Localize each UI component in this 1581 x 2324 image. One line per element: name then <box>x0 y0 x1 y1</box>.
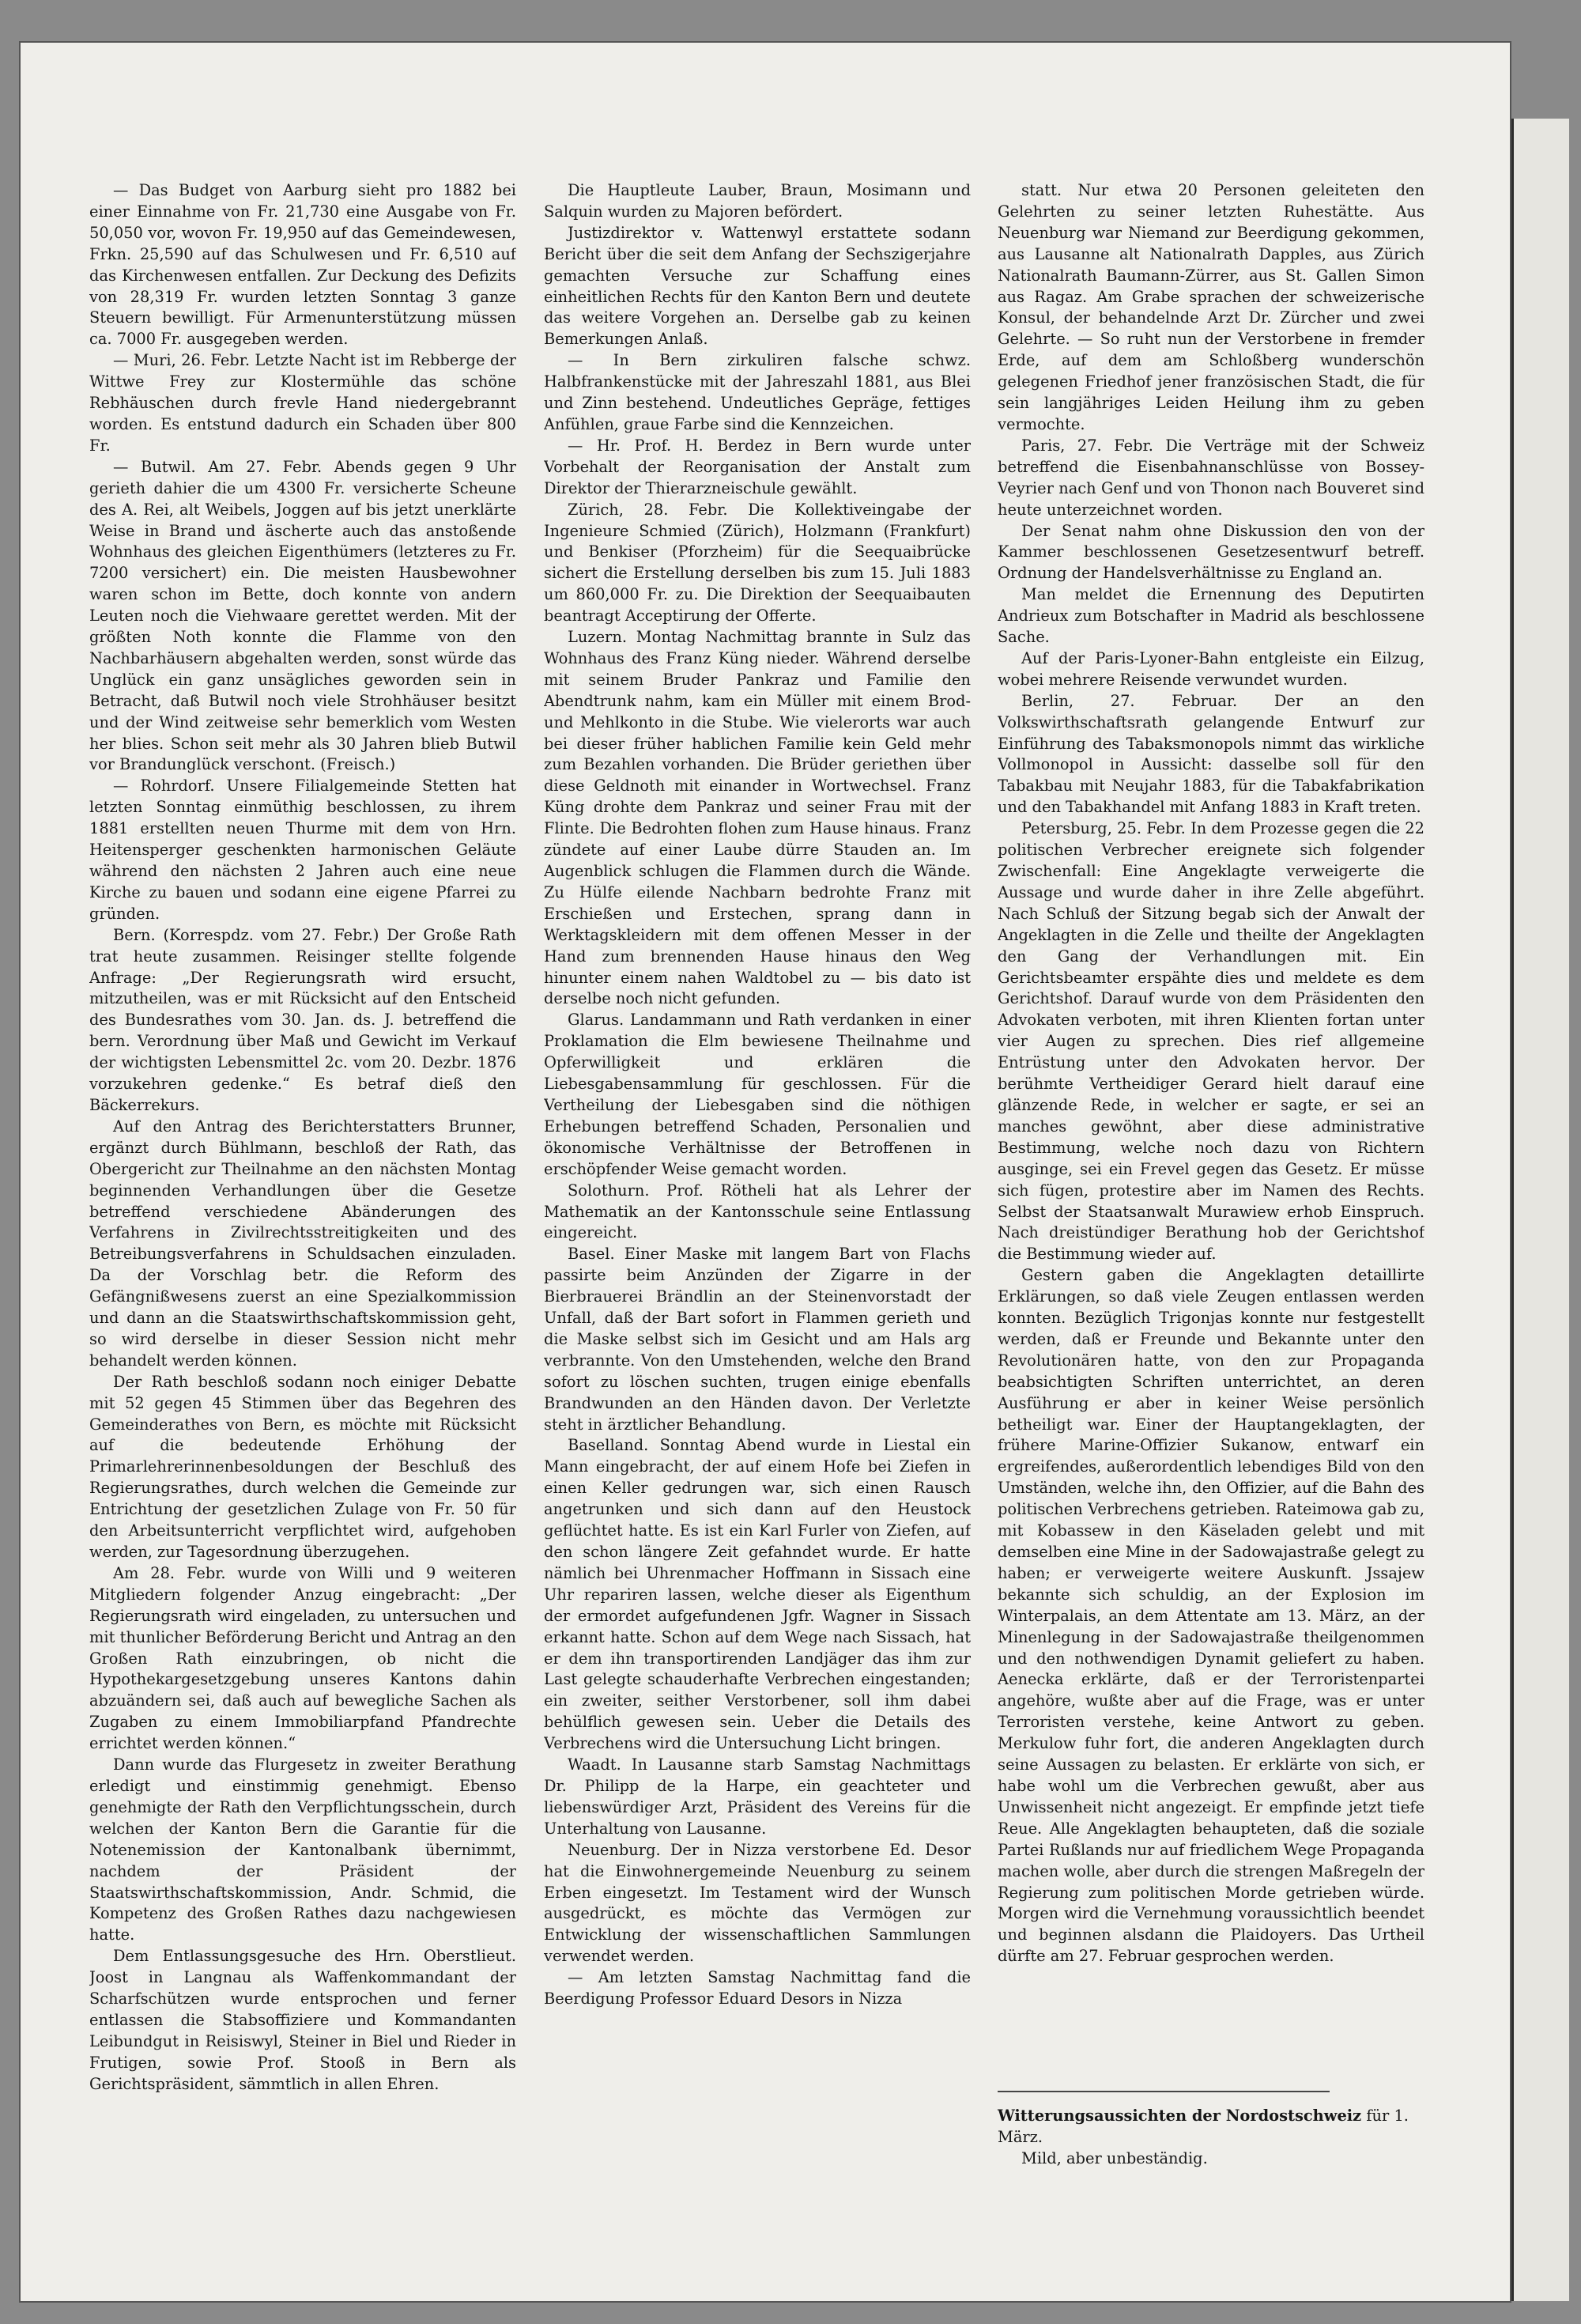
article: Dem Entlassungsgesuche des Hrn. Oberstlieut. Joost in Langnau als Waffenkommandant der Scharfschützen wurde entsprochen und ferner entlassen die Stabsoffiziere und Kommandanten Leibundgut in Reisiswyl, Steiner in Biel und Rieder in Frutigen, sowie Prof. Stooß in Bern als Gerichtspräsident, sämmtlich in allen Ehren. <box>89 1947 516 2093</box>
article: Auf den Antrag des Berichterstatters Brunner, ergänzt durch Bühlmann, beschloß der Rath, das Obergericht zur Theilnahme an den nächsten Montag beginnenden Verhandlungen über die Gesetze betreffend verschiedene Abänderungen des Verfahrens in Zivilrechtsstreitigkeiten und des Betreibungsverfahrens in Schuldsachen einzuladen. Da der Vorschlag betr. die Reform des Gefängnißwesens zuerst an eine Spezialkommission und dann an die Staatswirthschaftskommission geht, so wird derselbe in dieser Session nicht mehr behandelt werden können. <box>89 1117 516 1370</box>
article: statt. Nur etwa 20 Personen geleiteten den Gelehrten zu seiner letzten Ruhestätte. Aus Neuenburg war Niemand zur Beerdigung gekommen, aus Lausanne alt Nationalrath Dapples, aus Zürich Nationalrath Baumann-Zürrer, aus St. Gallen Simon aus Ragaz. Am Grabe sprachen der schweizerische Konsul, der behandelnde Arzt Dr. Zürcher und zwei Gelehrte. — So ruht nun der Verstorbene in fremder Erde, auf dem am Schloßberg wunderschön gelegenen Friedhof jener französischen Stadt, die für sein langjähriges Leiden Heilung ihm zu geben vermochte. <box>998 181 1424 433</box>
article: Waadt. In Lausanne starb Samstag Nachmittags Dr. Philipp de la Harpe, ein geachteter und liebenswürdiger Arzt, Präsident des Vereins für die Unterhaltung von Lausanne. <box>544 1755 971 1838</box>
article: Neuenburg. Der in Nizza verstorbene Ed. Desor hat die Einwohnergemeinde Neuenburg zu seinem Erben eingesetzt. Im Testament wird der Wunsch ausgedrückt, es möchte das Vermögen zur Entwicklung der wissenschaftlichen Sammlungen verwendet werden. <box>544 1840 971 1966</box>
column-2 <box>544 180 971 2102</box>
article: Man meldet die Ernennung des Deputirten Andrieux zum Botschafter in Madrid als beschlossene Sache. <box>998 585 1424 647</box>
weather-label: Witterungsaussichten der Nordostschweiz <box>998 2107 1362 2125</box>
article: Paris, 27. Febr. Die Verträge mit der Schweiz betreffend die Eisenbahnanschlüsse von Bossey-Veyrier nach Genf und von Thonon nach Bouveret sind heute unterzeichnet worden. <box>998 436 1424 519</box>
article: Petersburg, 25. Febr. In dem Prozesse gegen die 22 politischen Verbrecher ereignete sich folgender Zwischenfall: Eine Angeklagte verweigerte die Aussage und wurde daher in ihre Zelle abgeführt. Nach Schluß der Sitzung begab sich der Anwalt der Angeklagten in die Zelle und theilte der Angeklagten den Gang der Verhandlungen mit. Ein Gerichtsbeamter erspähte dies und meldete es dem Gerichtshof. Darauf wurde von dem Präsidenten den Advokaten verboten, mit ihren Klienten fortan unter vier Augen zu sprechen. Dies rief allgemeine Entrüstung unter den Advokaten hervor. Der berühmte Vertheidiger Gerard hielt darauf eine glänzende Rede, in welcher er sagte, er sei an manches gewöhnt, aber diese administrative Bestimmung, welche noch dazu von Richtern ausginge, sei ein Frevel gegen das Gesetz. Er müsse sich fügen, protestire aber im Namen des Rechts. Selbst der Staatsanwalt Murawiew erhob Einspruch. Nach dreistündiger Berathung hob der Gerichtshof die Bestimmung wieder auf. <box>998 819 1424 1264</box>
footer-rule <box>998 2091 1330 2092</box>
article: — Butwil. Am 27. Febr. Abends gegen 9 Uhr gerieth dahier die um 4300 Fr. versicherte Scheune des A. Rei, alt Weibels, Joggen auf bis jetzt unerklärte Weise in Brand und äscherte auch das anstoßende Wohnhaus des gleichen Eigenthümers (letzteres zu Fr. 7200 versichert) ein. Die meisten Hausbewohner waren schon im Bette, doch konnte von andern Leuten noch die Viehwaare gerettet werden. Mit der größten Noth konnte die Flamme von den Nachbarhäusern abgehalten werden, sonst würde das Unglück ein ganz unsägliches geworden sein in Betracht, daß Butwil noch viele Strohhäuser besitzt und der Wind zeitweise sehr bemerklich vom Westen her blies. Schon seit mehr als 30 Jahren blieb Butwil vor Brandunglück verschont. (Freisch.) <box>89 457 516 774</box>
article: Solothurn. Prof. Rötheli hat als Lehrer der Mathematik an der Kantonsschule seine Entlassung eingereicht. <box>544 1181 971 1242</box>
article: Baselland. Sonntag Abend wurde in Liestal ein Mann eingebracht, der auf einem Hofe bei Ziefen in einen Keller gedrungen war, sich einen Rausch angetrunken und sich dann auf den Heustock geflüchtet hatte. Es ist ein Karl Furler von Ziefen, auf den schon längere Zeit gefahndet wurde. Er hatte nämlich bei Uhrenmacher Hoffmann in Sissach eine Uhr repariren lassen, welche dieser als Eigenthum der ermordet aufgefundenen Jgfr. Wagner in Sissach erkannt hatte. Schon auf dem Wege nach Sissach, hat er dem ihn transportirenden Landjäger das ihm zur Last gelegte schauderhafte Verbrechen eingestanden; ein zweiter, seither Verstorbener, soll ihm dabei behülflich gewesen sein. Ueber die Details des Verbrechens wird die Untersuchung Licht bringen. <box>544 1436 971 1753</box>
article: Der Senat nahm ohne Diskussion den von der Kammer beschlossenen Gesetzesentwurf betreff. Ordnung der Handelsverhältnisse zu England an. <box>998 521 1424 583</box>
article: Dann wurde das Flurgesetz in zweiter Berathung erledigt und einstimmig genehmigt. Ebenso genehmigte der Rath den Verpflichtungsschein, durch welchen der Kanton Bern die Garantie für die Notenemission der Kantonalbank übernimmt, nachdem der Präsident der Staatswirthschaftskommission, Andr. Schmid, die Kompetenz des Großen Rathes dazu nachgewiesen hatte. <box>89 1755 516 1944</box>
adjacent-page-edge <box>1511 119 1569 2301</box>
article: Berlin, 27. Februar. Der an den Volkswirthschaftsrath gelangende Entwurf zur Einführung des Tabaksmonopols nimmt das wirkliche Vollmonopol in Aussicht: dasselbe soll für den Tabakbau mit Neujahr 1883, für die Tabakfabrikation und den Tabakhandel mit Anfang 1883 in Kraft treten. <box>998 691 1424 817</box>
weather-line <box>998 2105 1424 2148</box>
article: Luzern. Montag Nachmittag brannte in Sulz das Wohnhaus des Franz Küng nieder. Während derselbe mit seinem Bruder Pankraz und Familie den Abendtrunk nahm, kam ein Müller mit einem Brod- und Mehlkonto in die Stube. Wie vielerorts war auch bei dieser früher hablichen Familie kein Geld mehr zum Bezahlen vorhanden. Die Brüder geriethen über diese Geldnoth mit einander in Wortwechsel. Franz Küng drohte dem Pankraz und seiner Frau mit der Flinte. Die Bedrohten flohen zum Hause hinaus. Franz zündete auf einer Laube dürre Stauden an. Im Augenblick schlugen die Flammen durch die Wände. Zu Hülfe eilende Nachbarn bedrohte Franz mit Erschießen und Erstechen, sprang dann in Werktagskleidern mit dem offenen Messer in der Hand zum brennenden Hause hinaus den Weg hinunter einem nahen Waldtobel zu — bis dato ist derselbe noch nicht gefunden. <box>544 628 971 1008</box>
article: Die Hauptleute Lauber, Braun, Mosimann und Salquin wurden zu Majoren befördert. <box>544 181 971 221</box>
article: Gestern gaben die Angeklagten detaillirte Erklärungen, so daß viele Zeugen entlassen werden konnten. Bezüglich Trigonjas konnte nur festgestellt werden, daß er Freunde und Bekannte unter den Revolutionären hatte, von den zur Propaganda beabsichtigten Schriften unterrichtet, an deren Ausführung er aber in keiner Weise persönlich betheiligt war. Einer der Hauptangeklagten, der frühere Marine-Offizier Sukanow, entwarf ein ergreifendes, außerordentlich lebendiges Bild von den Umständen, welche ihn, den Offizier, auf die Bahn des politischen Verbrechens getrieben. Rateimowa gab zu, mit Kobassew in den Käseladen gelebt und mit demselben eine Mine in der Sadowajastraße gelegt zu haben; er verweigerte weitere Auskunft. Jssajew bekannte sich schuldig, an der Explosion im Winterpalais, an dem Attentate am 13. März, an der Minenlegung in der Sadowajastraße theilgenommen und den nothwendigen Dynamit geliefert zu haben. Aenecka erklärte, daß er der Terroristenpartei angehöre, wußte aber auf die Frage, was er unter Terroristen verstehe, keine Antwort zu geben. Merkulow fuhr fort, die anderen Angeklagten durch seine Aussagen zu belasten. Er erklärte von sich, er habe wohl um die Verbrechen gewußt, aber aus Unwissenheit nicht angezeigt. Er empfinde jetzt tiefe Reue. Alle Angeklagten behaupteten, daß die soziale Partei Rußlands nur auf friedlichem Wege Propaganda machen wolle, aber durch die strengen Maßregeln der Regierung zum politischen Morde getrieben würde. Morgen wird die Vernehmung voraussichtlich beendet und beginnen alsdann die Plaidoyers. Das Urtheil dürfte am 27. Februar gesprochen werden. <box>998 1266 1424 1966</box>
article: Justizdirektor v. Wattenwyl erstattete sodann Bericht über die seit dem Anfang der Sechszigerjahre gemachten Versuche zur Schaffung eines einheitlichen Rechts für den Kanton Bern und deutete das weitere Vorgehen an. Derselbe gab zu keinen Bemerkungen Anlaß. <box>544 223 971 349</box>
article: Auf der Paris-Lyoner-Bahn entgleiste ein Eilzug, wobei mehrere Reisende verwundet wurden. <box>998 648 1424 689</box>
weather-date: für 1. März. <box>998 2107 1409 2146</box>
weather-forecast <box>998 2105 1424 2169</box>
article: — Hr. Prof. H. Berdez in Bern wurde unter Vorbehalt der Reorganisation der Anstalt zum Direktor der Thierarzneischule gewählt. <box>544 436 971 497</box>
article: Am 28. Febr. wurde von Willi und 9 weiteren Mitgliedern folgender Anzug eingebracht: „Der Regierungsrath wird eingeladen, zu untersuchen und mit thunlicher Beförderung Bericht und Antrag an den Großen Rath einzubringen, ob nicht die Hypothekargesetzgebung unseres Kantons dahin abzuändern sei, daß auch auf bewegliche Sachen als Zugaben zu einem Immobiliarpfand Pfandrechte errichtet werden können.“ <box>89 1563 516 1753</box>
article: — Das Budget von Aarburg sieht pro 1882 bei einer Einnahme von Fr. 21,730 eine Ausgabe von Fr. 50,050 vor, wovon Fr. 19,950 auf das Gemeindewesen, Frkn. 25,590 auf das Schulwesen und Fr. 6,510 auf das Kirchenwesen entfallen. Zur Deckung des Defizits von 28,319 Fr. wurden letzten Sonntag 3 ganze Steuern bewilligt. Für Armenunterstützung müssen ca. 7000 Fr. ausgegeben werden. <box>89 181 516 349</box>
weather-text: Mild, aber unbeständig. <box>1021 2149 1208 2167</box>
article: — Rohrdorf. Unsere Filialgemeinde Stetten hat letzten Sonntag einmüthig beschlossen, zu ihrem 1881 erstellten neuen Thurme mit dem von Hrn. Heitensperger geschenkten harmonischen Geläute während den nächsten 2 Jahren auch eine neue Kirche zu bauen und sodann eine eigene Pfarrei zu gründen. <box>89 777 516 923</box>
article: Zürich, 28. Febr. Die Kollektiveingabe der Ingenieure Schmied (Zürich), Holzmann (Frankfurt) und Benkiser (Pforzheim) für die Seequaibrücke sichert die Erstellung derselben bis zum 15. Juli 1883 um 860,000 Fr. zu. Die Direktion der Seequaibauten beantragt Acceptirung der Offerte. <box>544 500 971 625</box>
article: — Muri, 26. Febr. Letzte Nacht ist im Rebberge der Wittwe Frey zur Klostermühle das schöne Rebhäuschen durch frevle Hand niedergebrannt worden. Es entstund dadurch ein Schaden über 800 Fr. <box>89 351 516 455</box>
column-1 <box>89 180 516 2102</box>
article: Der Rath beschloß sodann noch einiger Debatte mit 52 gegen 45 Stimmen über das Begehren des Gemeinderathes von Bern, es möchte mit Rücksicht auf die bedeutende Erhöhung der Primarlehrerinnenbesoldungen der Beschluß des Regierungsrathes, durch welchen die Gemeinde zur Entrichtung der gesetzlichen Zulage von Fr. 50 für den Arbeitsunterricht verpflichtet wird, aufgehoben werden, zur Tagesordnung überzugehen. <box>89 1372 516 1561</box>
article: Bern. (Korrespdz. vom 27. Febr.) Der Große Rath trat heute zusammen. Reisinger stellte folgende Anfrage: „Der Regierungsrath wird ersucht, mitzutheilen, was er mit Rücksicht auf den Entscheid des Bundesrathes vom 30. Jan. ds. J. betreffend die bern. Verordnung über Maß und Gewicht im Verkauf der wichtigsten Lebensmittel 2c. vom 20. Dezbr. 1876 vorzukehren gedenke.“ Es betraf dieß den Bäckerrekurs. <box>89 925 516 1114</box>
article: Basel. Einer Maske mit langem Bart von Flachs passirte beim Anzünden der Zigarre in der Bierbrauerei Brändlin an der Steinenvorstadt der Unfall, daß der Bart sofort in Flammen gerieth und die Maske selbst sich im Gesicht und am Hals arg verbrannte. Von den Umstehenden, welche den Brand sofort zu löschen suchten, trugen einige ebenfalls Brandwunden an den Händen davon. Der Verletzte steht in ärztlicher Behandlung. <box>544 1245 971 1434</box>
article: — Am letzten Samstag Nachmittag fand die Beerdigung Professor Eduard Desors in Nizza <box>544 1968 971 2008</box>
column-3 <box>998 180 1424 2102</box>
article: Glarus. Landammann und Rath verdanken in einer Proklamation die Elm bewiesene Theilnahme und Opferwilligkeit und erklären die Liebesgabensammlung für geschlossen. Für die Vertheilung der Liebesgaben sind die nöthigen Erhebungen betreffend Schaden, Personalien und ökonomische Verhältnisse der Betroffenen in erschöpfender Weise gemacht worden. <box>544 1011 971 1178</box>
article: — In Bern zirkuliren falsche schwz. Halbfrankenstücke mit der Jahreszahl 1881, aus Blei und Zinn bestehend. Undeutliches Gepräge, fettiges Anfühlen, graue Farbe sind die Kennzeichen. <box>544 351 971 433</box>
